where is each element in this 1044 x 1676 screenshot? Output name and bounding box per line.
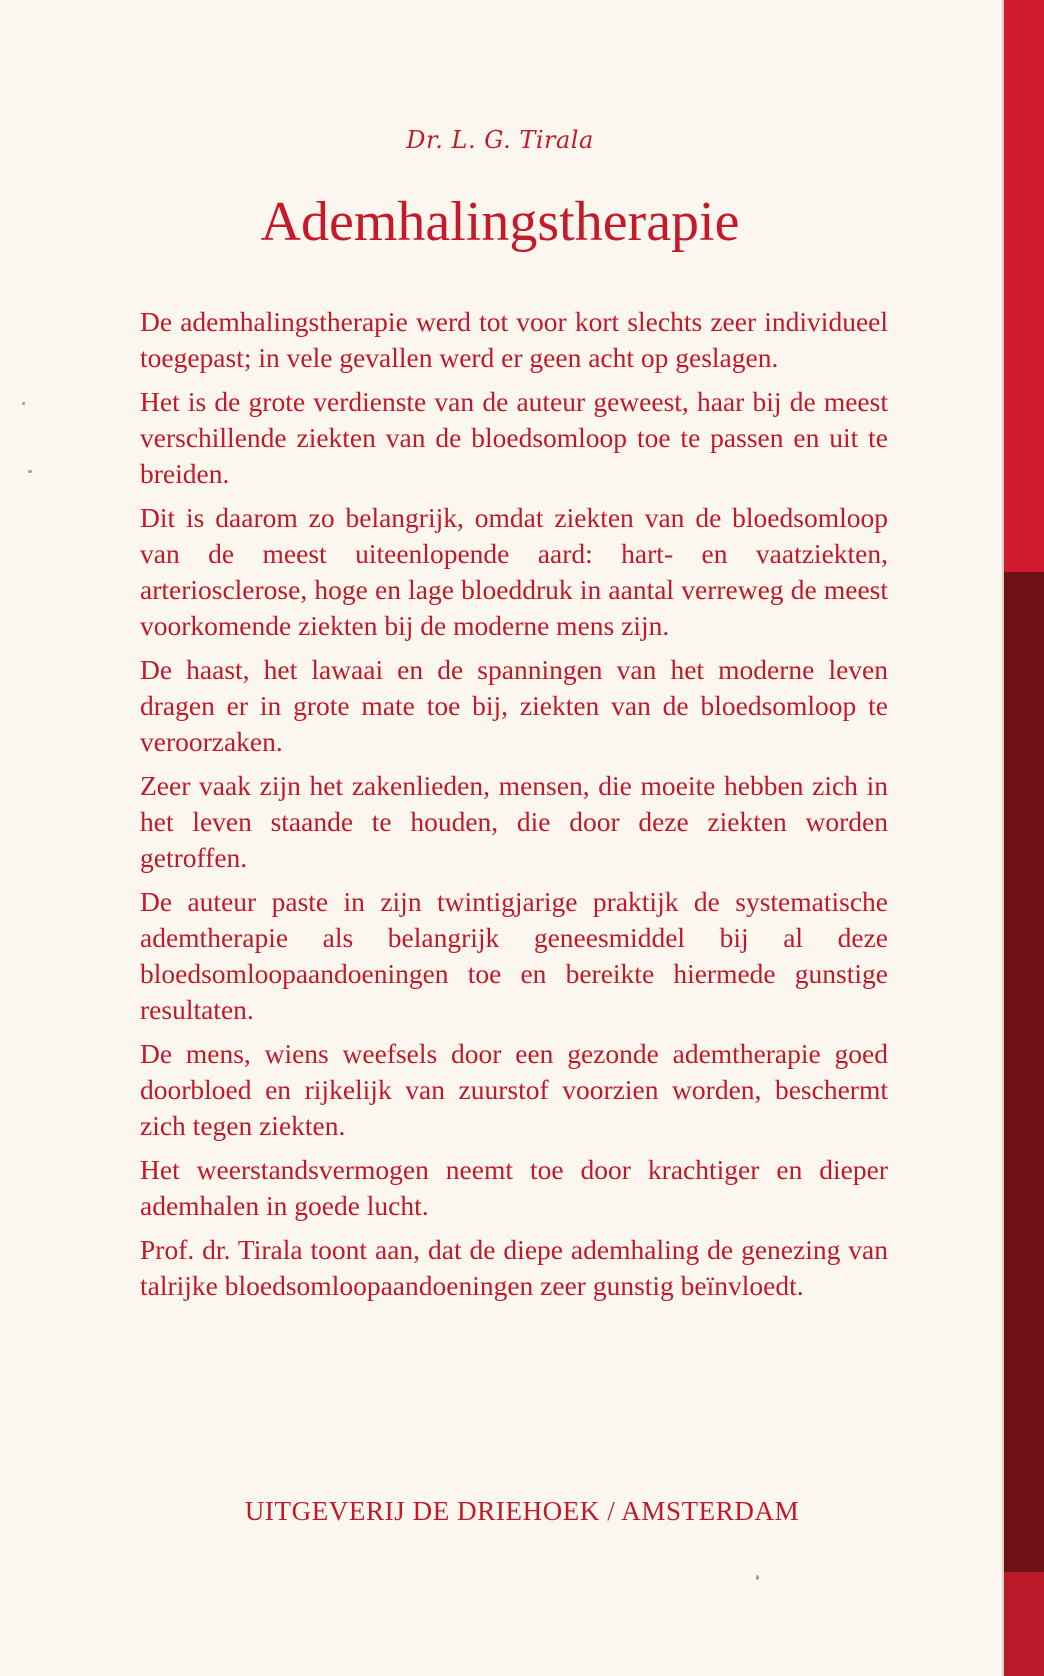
paper-speck	[28, 470, 32, 473]
publisher-imprint: UITGEVERIJ DE DRIEHOEK / AMSTERDAM	[244, 1496, 800, 1526]
blurb-paragraph: De haast, het lawaai en de spanningen van het moderne leven dragen er in grote mate toe bij, ziekten van de bloedsomloop te veroorzaken.	[140, 654, 888, 757]
spine-red-bottom	[1004, 1572, 1044, 1676]
author-name: Dr. L. G. Tirala	[406, 126, 594, 154]
blurb-text	[140, 304, 888, 1312]
blurb-paragraph: Zeer vaak zijn het zakenlieden, mensen, die moeite hebben zich in het leven staande te houden, die door deze ziekten worden getroffen.	[140, 770, 888, 873]
blurb-paragraph: De ademhalingstherapie werd tot voor kort slechts zeer individueel toegepast; in vele gevallen werd er geen acht op geslagen.	[140, 306, 888, 373]
blurb-paragraph: De auteur paste in zijn twintigjarige praktijk de systematische ademtherapie als belangrijk geneesmiddel bij al deze bloedsomloopaandoeningen toe en bereikte hiermede gunstige resultaten.	[140, 886, 888, 1025]
blurb-paragraph: De mens, wiens weefsels door een gezonde ademtherapie goed doorbloed en rijkelijk van zuurstof voorzien worden, beschermt zich tegen ziekten.	[140, 1038, 888, 1141]
blurb-paragraph: Het is de grote verdienste van de auteur geweest, haar bij de meest verschillende ziekten van de bloedsomloop toe te passen en uit te breiden.	[140, 386, 888, 489]
spine-red-band	[1004, 0, 1044, 572]
paper-speck	[756, 1575, 759, 1580]
paper-speck	[22, 402, 25, 405]
blurb-paragraph: Prof. dr. Tirala toont aan, dat de diepe ademhaling de genezing van talrijke bloedsomloopaandoeningen zeer gunstig beïnvloedt.	[140, 1234, 888, 1301]
book-title: Ademhalingstherapie	[260, 191, 740, 253]
blurb-paragraph: Dit is daarom zo belangrijk, omdat ziekten van de bloedsomloop van de meest uiteenlopende aard: hart- en vaatziekten, arteriosclerose, hoge en lage bloeddruk in aantal verreweg de meest voorkomende ziekten bij de moderne mens zijn.	[140, 502, 888, 641]
blurb-paragraph: Het weerstandsvermogen neemt toe door krachtiger en dieper ademhalen in goede lucht.	[140, 1154, 888, 1221]
spine-dark-band	[1004, 572, 1044, 1572]
